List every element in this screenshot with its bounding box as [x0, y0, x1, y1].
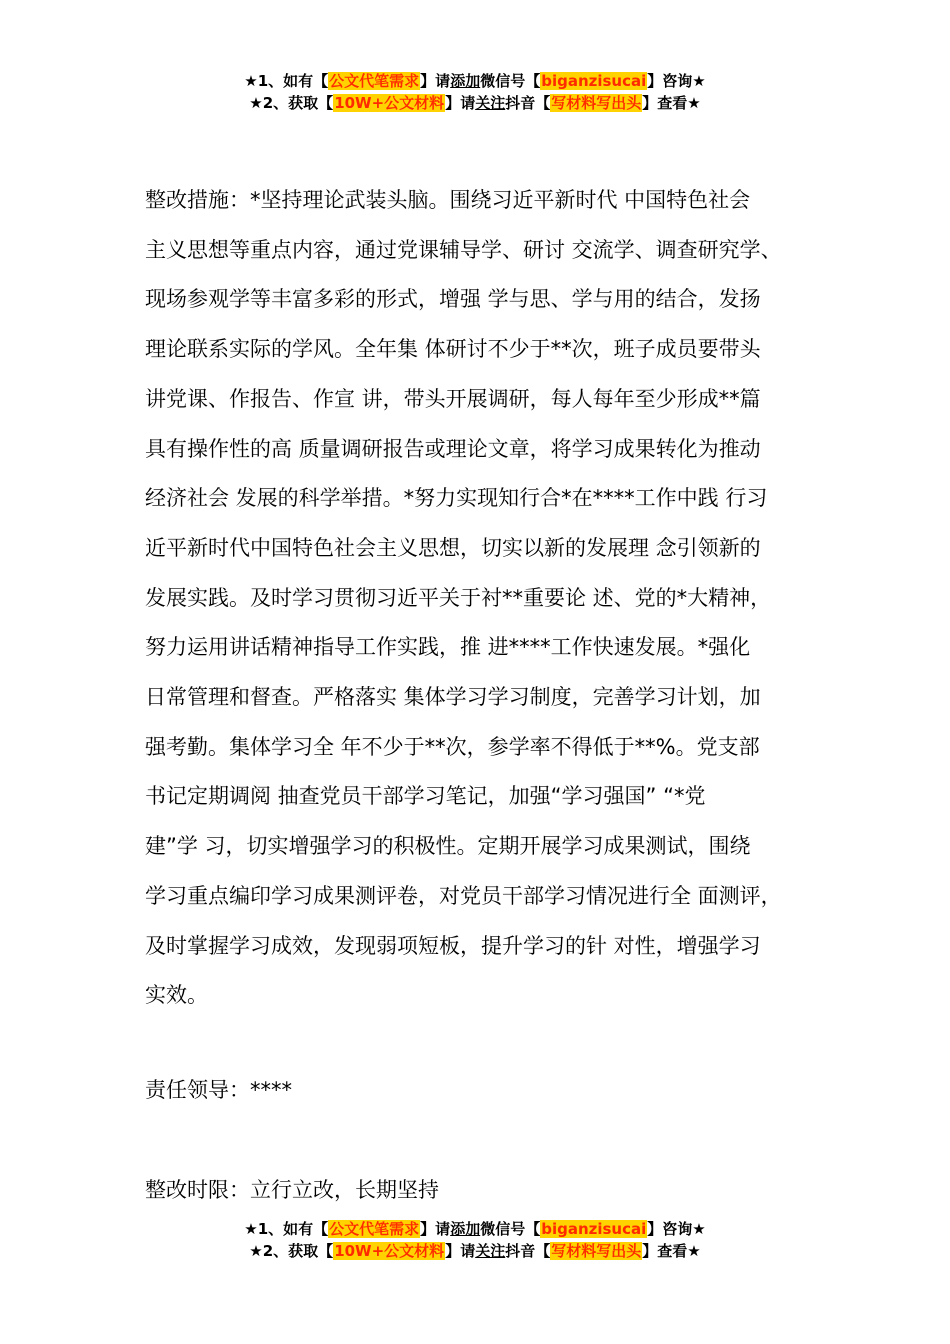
banner-text: ★2、获取【: [249, 1242, 334, 1260]
banner-line-2: [0, 1240, 950, 1262]
banner-highlight: biganzisucai: [541, 1220, 647, 1238]
text-line: 建”学 习，切实增强学习的积极性。定期开展学习成果测试，围绕: [145, 834, 751, 859]
text-line: 近平新时代中国特色社会主义思想，切实以新的发展理 念引领新的: [145, 535, 761, 560]
footer-banner: [0, 1218, 950, 1262]
banner-text: 】请: [420, 72, 451, 90]
banner-highlight: 公文代笔需求: [329, 72, 420, 90]
banner-highlight: 10W+公文材料: [334, 1242, 445, 1260]
banner-text: 】查看★: [642, 94, 701, 112]
text-line: 理论联系实际的学风。全年集 体研讨不少于**次，班子成员要带头: [145, 337, 761, 362]
text-line: 整改措施：*坚持理论武装头脑。围绕习近平新时代 中国特色社会: [145, 188, 751, 212]
header-banner: [0, 70, 950, 114]
banner-highlight: 公文代笔需求: [329, 1220, 420, 1238]
banner-text: ★1、如有【: [244, 72, 329, 90]
banner-text: 】查看★: [642, 1242, 701, 1260]
responsible-leader: 责任领导：****: [145, 1078, 292, 1102]
banner-line-1: [0, 1218, 950, 1240]
banner-highlight: 写材料写出头: [551, 94, 642, 112]
banner-text: 抖音【: [505, 1242, 551, 1260]
text-line: 强考勤。集体学习全 年不少于**次，参学率不得低于**%。党支部: [145, 734, 760, 759]
text-line: 学习重点编印学习成果测评卷，对党员干部学习情况进行全 面测评，: [145, 883, 782, 908]
banner-underlined: 关注: [475, 1242, 506, 1260]
banner-highlight: biganzisucai: [541, 72, 647, 90]
text-line: 实效。: [145, 983, 208, 1008]
rectification-deadline: 整改时限：立行立改，长期坚持: [145, 1178, 439, 1202]
banner-line-1: [0, 70, 950, 92]
banner-text: 】请: [445, 94, 476, 112]
text-line: 讲党课、作报告、作宣 讲，带头开展调研，每人每年至少形成**篇: [145, 386, 761, 411]
banner-text: 】请: [445, 1242, 476, 1260]
text-line: 发展实践。及时学习贯彻习近平关于衬**重要论 述、党的*大精神，: [145, 585, 772, 610]
text-line: 及时掌握学习成效，发现弱项短板，提升学习的针 对性，增强学习: [145, 933, 761, 958]
banner-highlight: 10W+公文材料: [334, 94, 445, 112]
text-line: 主义思想等重点内容，通过党课辅导学、研讨 交流学、调查研究学、: [145, 237, 782, 262]
banner-text: 】咨询★: [647, 1220, 706, 1238]
banner-underlined: 关注: [475, 94, 506, 112]
banner-line-2: [0, 92, 950, 114]
rectification-measures-paragraph: [145, 176, 835, 1021]
banner-underlined: 添加: [450, 72, 481, 90]
text-line: 具有操作性的高 质量调研报告或理论文章，将学习成果转化为推动: [145, 436, 761, 461]
text-line: 努力运用讲话精神指导工作实践，推 进****工作快速发展。*强化: [145, 635, 751, 660]
banner-text: 微信号【: [480, 1220, 541, 1238]
banner-text: 微信号【: [480, 72, 541, 90]
text-line: 现场参观学等丰富多彩的形式，增强 学与思、学与用的结合，发扬: [145, 287, 761, 312]
banner-highlight: 写材料写出头: [551, 1242, 642, 1260]
banner-text: 】请: [420, 1220, 451, 1238]
banner-underlined: 添加: [450, 1220, 481, 1238]
banner-text: ★1、如有【: [244, 1220, 329, 1238]
text-line: 日常管理和督查。严格落实 集体学习学习制度，完善学习计划，加: [145, 685, 761, 710]
banner-text: ★2、获取【: [249, 94, 334, 112]
text-line: 经济社会 发展的科学举措。*努力实现知行合*在****工作中践 行习: [145, 486, 768, 511]
text-line: 书记定期调阅 抽查党员干部学习笔记，加强“学习强国” “*党: [145, 784, 706, 809]
banner-text: 】咨询★: [647, 72, 706, 90]
banner-text: 抖音【: [505, 94, 551, 112]
